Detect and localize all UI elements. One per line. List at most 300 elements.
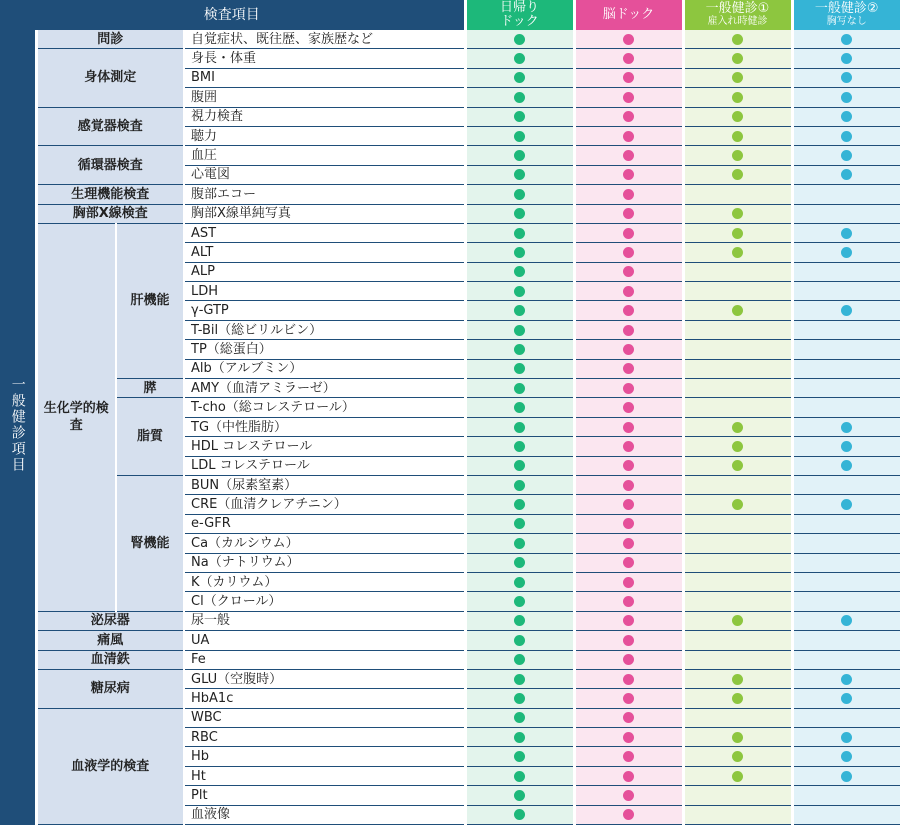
course-4-cell — [792, 88, 900, 107]
course-2-cell — [574, 417, 683, 436]
included-dot-icon — [623, 693, 634, 704]
included-dot-icon — [732, 732, 743, 743]
exam-item-cell: UA — [184, 631, 465, 650]
course-1-cell — [465, 223, 574, 242]
exam-item-cell: T-cho（総コレステロール） — [184, 398, 465, 417]
included-dot-icon — [514, 712, 525, 723]
included-dot-icon — [623, 557, 634, 568]
course-2-cell — [574, 165, 683, 184]
header-day-dock-line1: 日帰り — [467, 1, 573, 15]
course-1-cell — [465, 514, 574, 533]
course-3-cell — [683, 708, 792, 727]
course-1-cell — [465, 379, 574, 398]
course-1-cell — [465, 262, 574, 281]
course-3-cell — [683, 611, 792, 630]
course-3-cell — [683, 572, 792, 591]
course-4-cell — [792, 223, 900, 242]
included-dot-icon — [732, 305, 743, 316]
included-dot-icon — [841, 247, 852, 258]
course-1-cell — [465, 126, 574, 145]
header-general-checkup-1-sub: 雇入れ時健診 — [685, 16, 791, 28]
category-cell: 糖尿病 — [36, 669, 184, 708]
exam-item-cell: Fe — [184, 650, 465, 669]
included-dot-icon — [732, 169, 743, 180]
course-2-cell — [574, 30, 683, 49]
included-dot-icon — [841, 441, 852, 452]
course-2-cell — [574, 320, 683, 339]
course-2-cell — [574, 107, 683, 126]
course-4-cell — [792, 204, 900, 223]
table-row — [0, 146, 900, 165]
course-2-cell — [574, 592, 683, 611]
course-3-cell — [683, 650, 792, 669]
course-3-cell — [683, 49, 792, 68]
course-4-cell — [792, 243, 900, 262]
included-dot-icon — [514, 751, 525, 762]
course-1-cell — [465, 592, 574, 611]
exam-item-cell: Hb — [184, 747, 465, 766]
course-1-cell — [465, 747, 574, 766]
course-3-cell — [683, 553, 792, 572]
course-4-cell — [792, 805, 900, 824]
included-dot-icon — [841, 460, 852, 471]
course-1-cell — [465, 320, 574, 339]
course-2-cell — [574, 398, 683, 417]
course-3-cell — [683, 243, 792, 262]
included-dot-icon — [623, 169, 634, 180]
exam-item-cell: 自覚症状、既往歴、家族歴など — [184, 30, 465, 49]
exam-item-cell: Plt — [184, 786, 465, 805]
included-dot-icon — [841, 499, 852, 510]
included-dot-icon — [514, 771, 525, 782]
course-2-cell — [574, 49, 683, 68]
included-dot-icon — [514, 247, 525, 258]
included-dot-icon — [514, 577, 525, 588]
header-brain-dock: 脳ドック — [574, 0, 683, 30]
included-dot-icon — [623, 131, 634, 142]
course-4-cell — [792, 146, 900, 165]
subcategory-cell: 膵 — [116, 379, 184, 398]
course-3-cell — [683, 262, 792, 281]
course-3-cell — [683, 475, 792, 494]
course-3-cell — [683, 592, 792, 611]
included-dot-icon — [841, 34, 852, 45]
included-dot-icon — [514, 693, 525, 704]
course-2-cell — [574, 708, 683, 727]
course-4-cell — [792, 534, 900, 553]
included-dot-icon — [623, 790, 634, 801]
course-1-cell — [465, 805, 574, 824]
table-row — [0, 204, 900, 223]
course-1-cell — [465, 30, 574, 49]
course-2-cell — [574, 572, 683, 591]
exam-item-cell: LDH — [184, 282, 465, 301]
course-4-cell — [792, 592, 900, 611]
course-4-cell — [792, 417, 900, 436]
header-general-checkup-2 — [792, 0, 900, 30]
subcategory-cell: 腎機能 — [116, 475, 184, 611]
included-dot-icon — [623, 111, 634, 122]
exam-item-cell: AST — [184, 223, 465, 242]
subcategory-cell: 肝機能 — [116, 223, 184, 378]
course-3-cell — [683, 495, 792, 514]
course-4-cell — [792, 30, 900, 49]
included-dot-icon — [623, 34, 634, 45]
header-general-checkup-1 — [683, 0, 792, 30]
exam-item-cell: 心電図 — [184, 165, 465, 184]
course-1-cell — [465, 689, 574, 708]
course-4-cell — [792, 185, 900, 204]
included-dot-icon — [623, 732, 634, 743]
included-dot-icon — [732, 674, 743, 685]
included-dot-icon — [732, 150, 743, 161]
included-dot-icon — [514, 538, 525, 549]
included-dot-icon — [623, 150, 634, 161]
course-3-cell — [683, 514, 792, 533]
course-3-cell — [683, 689, 792, 708]
course-4-cell — [792, 766, 900, 785]
course-1-cell — [465, 301, 574, 320]
exam-item-cell: Cl（クロール） — [184, 592, 465, 611]
included-dot-icon — [623, 712, 634, 723]
included-dot-icon — [623, 228, 634, 239]
included-dot-icon — [732, 751, 743, 762]
exam-item-cell: Ht — [184, 766, 465, 785]
included-dot-icon — [623, 208, 634, 219]
course-2-cell — [574, 475, 683, 494]
included-dot-icon — [623, 654, 634, 665]
included-dot-icon — [732, 499, 743, 510]
course-1-cell — [465, 669, 574, 688]
included-dot-icon — [732, 615, 743, 626]
included-dot-icon — [623, 305, 634, 316]
included-dot-icon — [841, 751, 852, 762]
course-1-cell — [465, 146, 574, 165]
included-dot-icon — [841, 228, 852, 239]
included-dot-icon — [514, 809, 525, 820]
included-dot-icon — [623, 344, 634, 355]
included-dot-icon — [841, 422, 852, 433]
course-4-cell — [792, 747, 900, 766]
exam-item-cell: GLU（空腹時） — [184, 669, 465, 688]
header-general-checkup-1-title: 一般健診① — [685, 2, 791, 16]
category-cell: 感覚器検査 — [36, 107, 184, 146]
exam-item-cell: Na（ナトリウム） — [184, 553, 465, 572]
course-1-cell — [465, 68, 574, 87]
included-dot-icon — [623, 596, 634, 607]
course-2-cell — [574, 243, 683, 262]
course-1-cell — [465, 417, 574, 436]
course-1-cell — [465, 437, 574, 456]
included-dot-icon — [841, 732, 852, 743]
included-dot-icon — [841, 169, 852, 180]
course-3-cell — [683, 68, 792, 87]
included-dot-icon — [623, 751, 634, 762]
included-dot-icon — [623, 189, 634, 200]
included-dot-icon — [514, 518, 525, 529]
course-1-cell — [465, 282, 574, 301]
included-dot-icon — [732, 422, 743, 433]
course-1-cell — [465, 49, 574, 68]
course-1-cell — [465, 766, 574, 785]
included-dot-icon — [514, 92, 525, 103]
course-1-cell — [465, 359, 574, 378]
included-dot-icon — [514, 557, 525, 568]
included-dot-icon — [623, 635, 634, 646]
exam-item-cell: HDL コレステロール — [184, 437, 465, 456]
included-dot-icon — [514, 325, 525, 336]
course-3-cell — [683, 30, 792, 49]
course-1-cell — [465, 398, 574, 417]
course-1-cell — [465, 495, 574, 514]
exam-item-cell: K（カリウム） — [184, 572, 465, 591]
table-row — [0, 49, 900, 68]
course-4-cell — [792, 572, 900, 591]
course-2-cell — [574, 340, 683, 359]
included-dot-icon — [732, 771, 743, 782]
course-2-cell — [574, 126, 683, 145]
course-3-cell — [683, 728, 792, 747]
included-dot-icon — [623, 422, 634, 433]
course-3-cell — [683, 631, 792, 650]
course-3-cell — [683, 805, 792, 824]
included-dot-icon — [514, 189, 525, 200]
exam-item-cell: ALP — [184, 262, 465, 281]
course-2-cell — [574, 611, 683, 630]
exam-item-cell: BUN（尿素窒素） — [184, 475, 465, 494]
included-dot-icon — [841, 131, 852, 142]
included-dot-icon — [623, 363, 634, 374]
exam-item-cell: Alb（アルブミン） — [184, 359, 465, 378]
course-3-cell — [683, 417, 792, 436]
included-dot-icon — [732, 131, 743, 142]
course-2-cell — [574, 689, 683, 708]
table-row — [0, 185, 900, 204]
included-dot-icon — [514, 363, 525, 374]
included-dot-icon — [732, 460, 743, 471]
course-4-cell — [792, 301, 900, 320]
exam-item-cell: RBC — [184, 728, 465, 747]
table-header-row — [0, 0, 900, 30]
included-dot-icon — [623, 771, 634, 782]
included-dot-icon — [623, 577, 634, 588]
included-dot-icon — [732, 693, 743, 704]
course-2-cell — [574, 146, 683, 165]
exam-item-cell: 血圧 — [184, 146, 465, 165]
course-2-cell — [574, 185, 683, 204]
course-1-cell — [465, 165, 574, 184]
included-dot-icon — [514, 790, 525, 801]
course-1-cell — [465, 88, 574, 107]
included-dot-icon — [514, 480, 525, 491]
course-2-cell — [574, 282, 683, 301]
course-4-cell — [792, 359, 900, 378]
exam-item-cell: AMY（血清アミラーゼ） — [184, 379, 465, 398]
included-dot-icon — [623, 286, 634, 297]
exam-item-cell: HbA1c — [184, 689, 465, 708]
course-3-cell — [683, 165, 792, 184]
course-3-cell — [683, 747, 792, 766]
course-1-cell — [465, 107, 574, 126]
course-1-cell — [465, 340, 574, 359]
included-dot-icon — [514, 402, 525, 413]
included-dot-icon — [514, 732, 525, 743]
category-cell: 循環器検査 — [36, 146, 184, 185]
table-row — [0, 398, 900, 417]
included-dot-icon — [732, 111, 743, 122]
included-dot-icon — [841, 615, 852, 626]
exam-item-cell: 尿一般 — [184, 611, 465, 630]
course-3-cell — [683, 534, 792, 553]
course-1-cell — [465, 631, 574, 650]
included-dot-icon — [732, 247, 743, 258]
course-2-cell — [574, 301, 683, 320]
included-dot-icon — [514, 150, 525, 161]
course-4-cell — [792, 514, 900, 533]
included-dot-icon — [514, 596, 525, 607]
included-dot-icon — [732, 441, 743, 452]
course-1-cell — [465, 534, 574, 553]
course-1-cell — [465, 572, 574, 591]
course-4-cell — [792, 495, 900, 514]
course-4-cell — [792, 650, 900, 669]
exam-item-cell: WBC — [184, 708, 465, 727]
included-dot-icon — [514, 344, 525, 355]
course-4-cell — [792, 398, 900, 417]
course-1-cell — [465, 728, 574, 747]
course-3-cell — [683, 126, 792, 145]
header-day-dock — [465, 0, 574, 30]
table-row — [0, 708, 900, 727]
included-dot-icon — [514, 635, 525, 646]
included-dot-icon — [623, 809, 634, 820]
course-3-cell — [683, 185, 792, 204]
included-dot-icon — [623, 499, 634, 510]
included-dot-icon — [514, 131, 525, 142]
side-label — [0, 30, 36, 825]
category-cell: 問診 — [36, 30, 184, 49]
included-dot-icon — [623, 615, 634, 626]
course-4-cell — [792, 437, 900, 456]
included-dot-icon — [514, 228, 525, 239]
side-label-text: 一般健診項目 — [9, 377, 26, 473]
course-2-cell — [574, 437, 683, 456]
included-dot-icon — [623, 383, 634, 394]
course-2-cell — [574, 204, 683, 223]
included-dot-icon — [514, 499, 525, 510]
included-dot-icon — [514, 34, 525, 45]
category-cell: 生理機能検査 — [36, 185, 184, 204]
included-dot-icon — [732, 208, 743, 219]
included-dot-icon — [841, 771, 852, 782]
included-dot-icon — [623, 480, 634, 491]
table-row — [0, 669, 900, 688]
exam-item-cell: 血液像 — [184, 805, 465, 824]
included-dot-icon — [623, 538, 634, 549]
course-2-cell — [574, 262, 683, 281]
course-2-cell — [574, 223, 683, 242]
included-dot-icon — [514, 169, 525, 180]
course-2-cell — [574, 805, 683, 824]
course-3-cell — [683, 223, 792, 242]
category-cell: 胸部X線検査 — [36, 204, 184, 223]
included-dot-icon — [514, 383, 525, 394]
course-3-cell — [683, 340, 792, 359]
course-3-cell — [683, 359, 792, 378]
course-2-cell — [574, 514, 683, 533]
course-4-cell — [792, 282, 900, 301]
included-dot-icon — [514, 305, 525, 316]
included-dot-icon — [841, 72, 852, 83]
category-cell: 泌尿器 — [36, 611, 184, 630]
table-row — [0, 223, 900, 242]
included-dot-icon — [514, 654, 525, 665]
included-dot-icon — [514, 422, 525, 433]
course-1-cell — [465, 185, 574, 204]
included-dot-icon — [732, 53, 743, 64]
course-1-cell — [465, 708, 574, 727]
included-dot-icon — [514, 441, 525, 452]
included-dot-icon — [841, 674, 852, 685]
course-3-cell — [683, 669, 792, 688]
category-cell: 血液学的検査 — [36, 708, 184, 824]
included-dot-icon — [732, 72, 743, 83]
course-2-cell — [574, 534, 683, 553]
course-2-cell — [574, 456, 683, 475]
course-3-cell — [683, 107, 792, 126]
included-dot-icon — [841, 150, 852, 161]
course-2-cell — [574, 631, 683, 650]
included-dot-icon — [623, 92, 634, 103]
course-3-cell — [683, 437, 792, 456]
header-day-dock-line2: ドック — [467, 15, 573, 29]
course-4-cell — [792, 340, 900, 359]
course-4-cell — [792, 379, 900, 398]
course-2-cell — [574, 553, 683, 572]
course-3-cell — [683, 282, 792, 301]
course-4-cell — [792, 708, 900, 727]
included-dot-icon — [623, 325, 634, 336]
included-dot-icon — [732, 92, 743, 103]
exam-item-cell: BMI — [184, 68, 465, 87]
course-4-cell — [792, 611, 900, 630]
course-2-cell — [574, 728, 683, 747]
course-4-cell — [792, 456, 900, 475]
included-dot-icon — [514, 266, 525, 277]
included-dot-icon — [514, 53, 525, 64]
course-2-cell — [574, 68, 683, 87]
included-dot-icon — [623, 402, 634, 413]
included-dot-icon — [514, 208, 525, 219]
course-1-cell — [465, 204, 574, 223]
exam-item-cell: ALT — [184, 243, 465, 262]
course-4-cell — [792, 553, 900, 572]
course-4-cell — [792, 669, 900, 688]
table-row — [0, 475, 900, 494]
course-3-cell — [683, 301, 792, 320]
exam-item-cell: 胸部X線単純写真 — [184, 204, 465, 223]
exam-item-cell: 腹囲 — [184, 88, 465, 107]
exam-item-cell: Ca（カルシウム） — [184, 534, 465, 553]
course-4-cell — [792, 107, 900, 126]
included-dot-icon — [514, 72, 525, 83]
header-general-checkup-2-sub: 胸写なし — [794, 16, 900, 28]
course-2-cell — [574, 669, 683, 688]
course-1-cell — [465, 650, 574, 669]
category-cell: 血清鉄 — [36, 650, 184, 669]
course-3-cell — [683, 379, 792, 398]
included-dot-icon — [841, 111, 852, 122]
